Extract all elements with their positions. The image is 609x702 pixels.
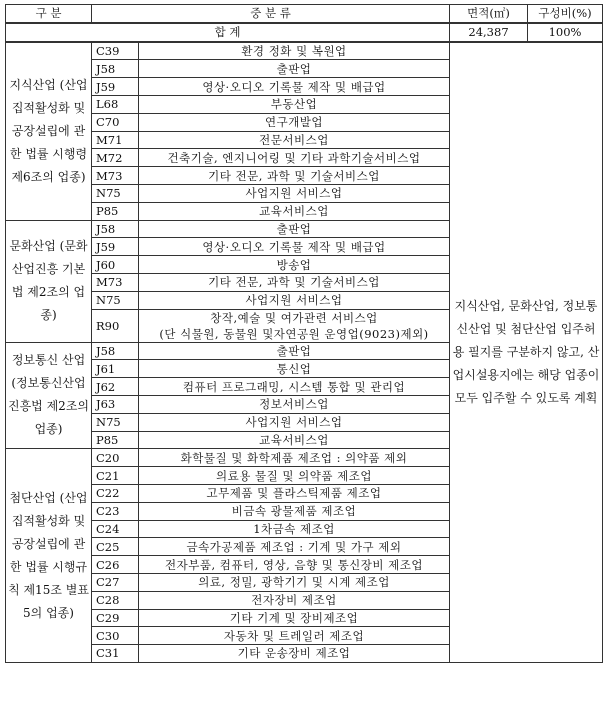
industry-name: 전자부품, 컴퓨터, 영상, 음향 및 통신장비 제조업 — [139, 556, 450, 574]
group-label: 정보통신 산업 (정보통신산업진흥법 제2조의 업종) — [6, 342, 92, 449]
industry-name: 부동산업 — [139, 95, 450, 113]
industry-code: J58 — [92, 220, 139, 238]
total-ratio: 100% — [528, 23, 603, 42]
industry-name: 1차금속 제조업 — [139, 520, 450, 538]
industry-code: M73 — [92, 167, 139, 185]
total-row — [6, 23, 603, 42]
group-label: 문화산업 (문화산업진흥 기본법 제2조의 업종) — [6, 220, 92, 342]
industry-name: 교육서비스업 — [139, 431, 450, 449]
industry-name: 기타 전문, 과학 및 기술서비스업 — [139, 167, 450, 185]
industry-code: N75 — [92, 291, 139, 309]
industry-code: N75 — [92, 184, 139, 202]
industry-code: C28 — [92, 591, 139, 609]
industry-name: 금속가공제품 제조업 : 기계 및 가구 제외 — [139, 538, 450, 556]
industry-code: P85 — [92, 202, 139, 220]
industry-name: 기타 운송장비 제조업 — [139, 645, 450, 663]
industry-name: 출판업 — [139, 60, 450, 78]
industry-code: C23 — [92, 502, 139, 520]
industry-code: J58 — [92, 342, 139, 360]
industry-name: 건축기술, 엔지니어링 및 기타 과학기술서비스업 — [139, 149, 450, 167]
header-area: 면적(㎡) — [450, 5, 528, 23]
plan-note: 지식산업, 문화산업, 정보통신산업 및 첨단산업 입주허용 필지를 구분하지 않고, 산업시설용지에는 해당 업종이 모두 입주할 수 있도록 계획 — [450, 42, 603, 663]
group-label: 첨단산업 (산업집적활성화 및 공장설립에 관한 법률 시행규칙 제15조 별표5의 업종) — [6, 449, 92, 663]
header-row — [6, 5, 603, 23]
industry-code: J59 — [92, 78, 139, 96]
industry-name: 정보서비스업 — [139, 395, 450, 413]
industry-code: C26 — [92, 556, 139, 574]
header-subcategory: 중 분 류 — [92, 5, 450, 23]
industry-name: 사업지원 서비스업 — [139, 291, 450, 309]
header-ratio: 구성비(%) — [528, 5, 603, 23]
industry-name: 출판업 — [139, 220, 450, 238]
industry-code: M72 — [92, 149, 139, 167]
industry-code: L68 — [92, 95, 139, 113]
industry-code: M71 — [92, 131, 139, 149]
industry-table-container — [5, 4, 603, 663]
industry-code: C22 — [92, 484, 139, 502]
industry-name: 컴퓨터 프로그래밍, 시스템 통합 및 관리업 — [139, 378, 450, 396]
group-label: 지식산업 (산업집적활성화 및 공장설립에 관한 법률 시행령 제6조의 업종) — [6, 42, 92, 220]
industry-name: 출판업 — [139, 342, 450, 360]
industry-name: 연구개발업 — [139, 113, 450, 131]
industry-code: M73 — [92, 273, 139, 291]
industry-code: P85 — [92, 431, 139, 449]
industry-code: C25 — [92, 538, 139, 556]
industry-name: 영상·오디오 기록물 제작 및 배급업 — [139, 78, 450, 96]
industry-name: 교육서비스업 — [139, 202, 450, 220]
industry-name-line2: (단 식물원, 동물원 및자연공원 운영업(9023)제외) — [159, 326, 429, 341]
industry-code: J59 — [92, 238, 139, 256]
industry-name: 방송업 — [139, 256, 450, 274]
industry-code: C29 — [92, 609, 139, 627]
industry-code: J62 — [92, 378, 139, 396]
industry-name: 자동차 및 트레일러 제조업 — [139, 627, 450, 645]
industry-name: 기타 전문, 과학 및 기술서비스업 — [139, 273, 450, 291]
industry-name — [139, 309, 450, 342]
industry-name: 비금속 광물제품 제조업 — [139, 502, 450, 520]
industry-name: 전자장비 제조업 — [139, 591, 450, 609]
industry-name: 환경 정화 및 복원업 — [139, 42, 450, 60]
industry-code: C27 — [92, 573, 139, 591]
industry-code: C39 — [92, 42, 139, 60]
industry-code: R90 — [92, 309, 139, 342]
industry-code: C21 — [92, 467, 139, 485]
industry-code: C30 — [92, 627, 139, 645]
industry-name: 의료, 정밀, 광학기기 및 시계 제조업 — [139, 573, 450, 591]
industry-code: C31 — [92, 645, 139, 663]
industry-code: J58 — [92, 60, 139, 78]
total-label: 합 계 — [6, 23, 450, 42]
industry-name-line1: 창작,예술 및 여가관련 서비스업 — [210, 310, 378, 325]
industry-name: 화학물질 및 화학제품 제조업 : 의약품 제외 — [139, 449, 450, 467]
table-row — [6, 42, 603, 60]
industry-code: C24 — [92, 520, 139, 538]
industry-name: 통신업 — [139, 360, 450, 378]
industry-name: 사업지원 서비스업 — [139, 413, 450, 431]
total-area: 24,387 — [450, 23, 528, 42]
table-body — [6, 23, 603, 663]
industry-allocation-table — [5, 4, 603, 663]
industry-code: J60 — [92, 256, 139, 274]
industry-code: J61 — [92, 360, 139, 378]
industry-name: 의료용 물질 및 의약품 제조업 — [139, 467, 450, 485]
industry-code: C70 — [92, 113, 139, 131]
industry-code: C20 — [92, 449, 139, 467]
industry-name: 영상·오디오 기록물 제작 및 배급업 — [139, 238, 450, 256]
industry-code: J63 — [92, 395, 139, 413]
industry-name: 전문서비스업 — [139, 131, 450, 149]
header-category: 구 분 — [6, 5, 92, 23]
industry-code: N75 — [92, 413, 139, 431]
industry-name: 기타 기계 및 장비제조업 — [139, 609, 450, 627]
industry-name: 사업지원 서비스업 — [139, 184, 450, 202]
industry-name: 고무제품 및 플라스틱제품 제조업 — [139, 484, 450, 502]
